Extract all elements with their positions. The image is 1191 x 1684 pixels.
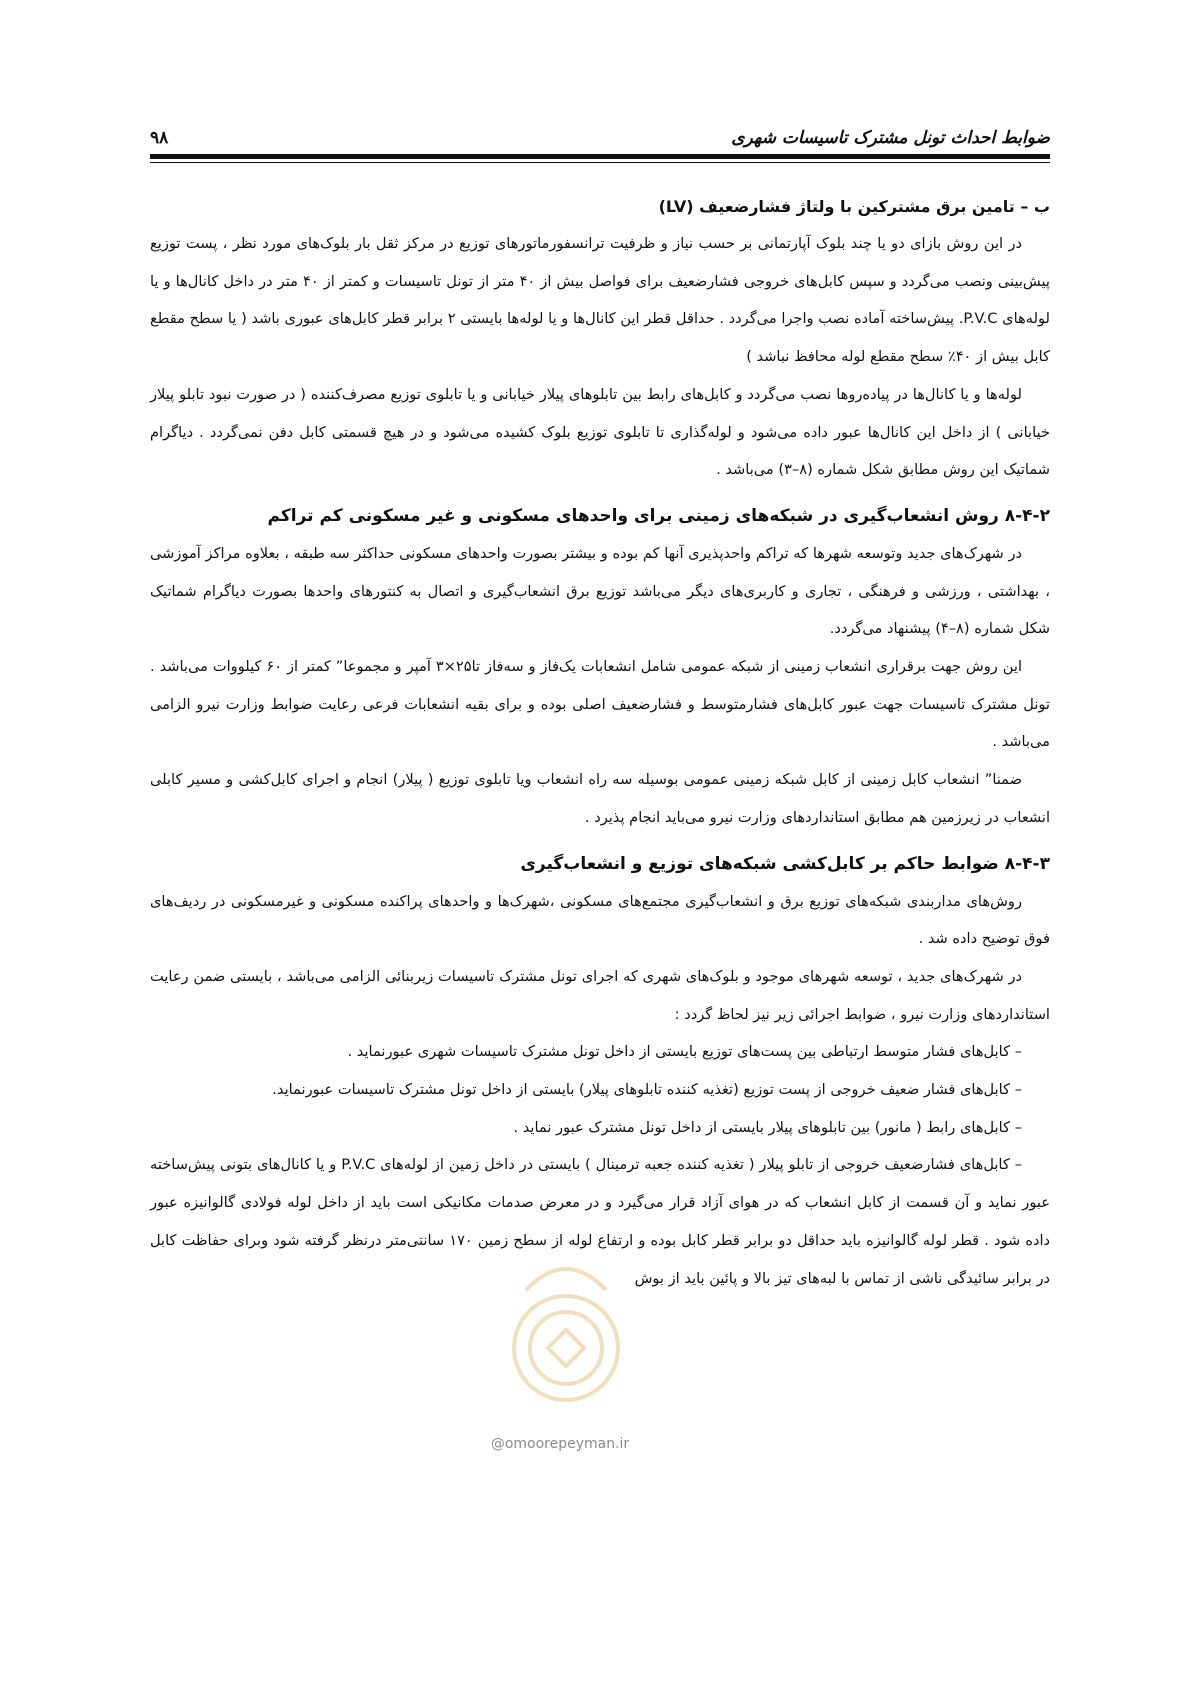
- section-heading-8-4-2: ۸-۴-۲ روش انشعاب‌گیری در شبکه‌های زمینی برای واحدهای مسکونی و غیر مسکونی کم تراکم: [267, 505, 1050, 526]
- header-rule-thin: [150, 162, 1050, 163]
- bullet-item: – کابل‌های رابط ( مانور) بین تابلوهای پیلار بایستی از داخل تونل مشترک عبور نماید .: [513, 1118, 1022, 1136]
- header-title: ضوابط احداث تونل مشترک تاسیسات شهری: [731, 128, 1050, 148]
- paragraph: این روش جهت برقراری انشعاب زمینی از شبکه عمومی شامل انشعابات یک‌فاز و سه‌فاز تا۲۵×۳ آمپر و مجموعا” کمتر از ۶۰ کیلووات می‌باشد . تونل مشترک تاسیسات جهت عبور کابل‌های فشارمتوسط و فشارضعیف اصلی بوده و برای بقیه انشعابات فرعی رعایت ضوابط وزارت نیرو الزامی می‌باشد .: [150, 658, 1050, 751]
- bullet-item: – کابل‌های فشار متوسط ارتباطی بین پست‌های توزیع بایستی از داخل تونل مشترک تاسیسات شهری عبورنماید .: [347, 1043, 1022, 1061]
- bullet-item: – کابل‌های فشارضعیف خروجی از تابلو پیلار ( تغذیه کننده جعبه ترمینال ) بایستی در داخل زمین از لوله‌های P.V.C و یا کانال‌های بتونی پیش‌ساخته عبور نماید و آن قسمت از کابل انشعاب که در هوای آزاد قرار می‌گیرد و در معرض صدمات مکانیکی است باید از داخل لوله فولادی گالوانیزه عبور داده شود . قطر لوله گالوانیزه باید حداقل دو برابر قطر کابل بوده و ارتفاع لوله از سطح زمین ۱۷۰ سانتی‌متر درنظر گرفته شود وبرای حفاظت کابل در برابر سائیدگی ناشی از تماس با لبه‌های تیز بالا و پائین باید از بوش: [150, 1156, 1051, 1287]
- paragraph: روش‌های مداربندی شبکه‌های توزیع برق و انشعاب‌گیری مجتمع‌های مسکونی ،شهرک‌ها و واحدهای پراکنده مسکونی و غیرمسکونی در ردیف‌های فوق توضیح داده شد .: [150, 892, 1050, 948]
- paragraph: ضمنا” انشعاب کابل زمینی از کابل شبکه زمینی عمومی بوسیله سه راه انشعاب ویا تابلوی توزیع ( پیلار) انجام و اجرای کابل‌کشی و مسیر کابلی انشعاب در زیرزمین هم مطابق استانداردهای وزارت نیرو می‌باید انجام پذیرد .: [150, 771, 1050, 826]
- paragraph: در شهرک‌های جدید وتوسعه شهرها که تراکم واحدپذیری آنها کم بوده و بیشتر بصورت واحدهای مسکونی حداکثر سه طبقه ، بعلاوه مراکز آموزشی ، بهداشتی ، ورزشی و فرهنگی ، تجاری و کاربری‌های دیگر می‌باشد توزیع برق انشعاب‌گیری و اتصال به کنتورهای واحدها بصورت دیاگرام شماتیک شکل شماره (۸–۴) پیشنهاد می‌گردد.: [150, 544, 1050, 638]
- paragraph: در شهرک‌های جدید ، توسعه شهرهای موجود و بلوک‌های شهری که اجرای تونل مشترک تاسیسات زیربنائی الزامی می‌باشد ، بایستی ضمن رعایت استانداردهای وزارت نیرو ، ضوابط اجرائی زیر نیز لحاظ گردد :: [150, 967, 1050, 1023]
- watermark-seal-icon: [496, 1238, 636, 1438]
- paragraph: در این روش بازای دو یا چند بلوک آپارتمانی بر حسب نیاز و ظرفیت ترانسفورماتورهای توزیع در مرکز ثقل بار بلوک‌های مورد نظر ، پست توزیع پیش‌بینی ونصب می‌گردد و سپس کابل‌های خروجی فشارضعیف برای فواصل بیش از ۴۰ متر از تونل تاسیسات و کمتر از ۴۰ متر در داخل کانال‌ها و یا لوله‌های P.V.C. پیش‌ساخته آماده نصب واجرا می‌گردد . حداقل قطر این کانال‌ها و یا لوله‌ها بایستی ۲ برابر قطر کابل‌های عبوری باشد ( یا سطح مقطع کابل بیش از ۴۰٪ سطح مقطع لوله محافظ نباشد ): [150, 235, 1050, 366]
- bullet-item: – کابل‌های فشار ضعیف خروجی از پست توزیع (تغذیه کننده تابلوهای پیلار) بایستی از داخل تونل مشترک تاسیسات عبورنماید.: [272, 1081, 1022, 1099]
- paragraph: لوله‌ها و یا کانال‌ها در پیاده‌روها نصب می‌گردد و کابل‌های رابط بین تابلوهای پیلار خیابانی و یا تابلوی توزیع مصرف‌کننده ( در صورت نبود تابلو پیلار خیابانی ) از داخل این کانال‌ها عبور داده می‌شود و لوله‌گذاری تا تابلوی توزیع بلوک کشیده می‌شود و در هیچ قسمتی کابل دفن نمی‌گردد . دیاگرام شماتیک این روش مطابق شکل شماره (۸–۳) می‌باشد .: [150, 385, 1050, 479]
- page-body: [150, 188, 1050, 1297]
- section-heading-lv: ب – تامین برق مشترکین با ولتاژ فشارضعیف (LV): [658, 197, 1050, 216]
- header-rule-thick: [150, 154, 1050, 159]
- page-number: ۹۸: [150, 128, 169, 148]
- watermark-url: @omoorepeyman.ir: [490, 1436, 630, 1452]
- section-heading-8-4-3: ۸-۴-۳ ضوابط حاکم بر کابل‌کشی شبکه‌های توزیع و انشعاب‌گیری: [520, 853, 1050, 874]
